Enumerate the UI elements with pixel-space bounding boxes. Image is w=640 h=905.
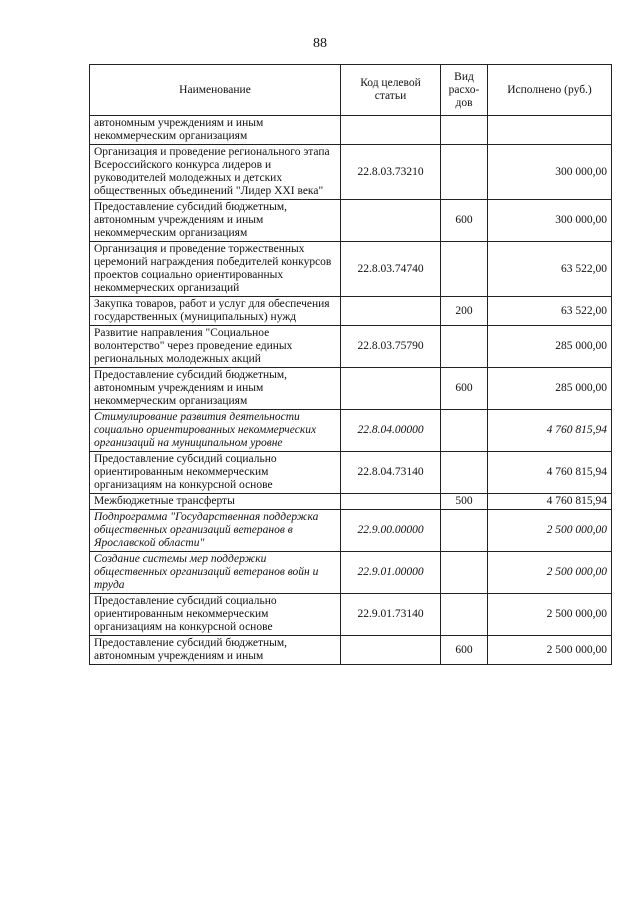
table-row <box>90 636 612 665</box>
budget-table <box>89 64 612 665</box>
cell-code: 22.8.03.75790 <box>341 326 441 368</box>
header-type: Вид расхо-дов <box>441 65 488 116</box>
page-number: 88 <box>313 36 327 51</box>
cell-name: Стимулирование развития деятельности социально ориентированных некоммерческих организаций на муниципальном уровне <box>90 410 341 452</box>
cell-sum: 300 000,00 <box>488 145 612 200</box>
cell-sum <box>488 116 612 145</box>
cell-type <box>441 242 488 297</box>
cell-sum: 4 760 815,94 <box>488 452 612 494</box>
cell-sum: 4 760 815,94 <box>488 410 612 452</box>
cell-code: 22.8.04.00000 <box>341 410 441 452</box>
table-row <box>90 116 612 145</box>
table-header-row <box>90 65 612 116</box>
cell-name: Предоставление субсидий бюджетным, автономным учреждениям и иным некоммерческим организациям <box>90 368 341 410</box>
cell-code <box>341 297 441 326</box>
cell-name: Предоставление субсидий социально ориентированным некоммерческим организациям на конкурсной основе <box>90 452 341 494</box>
cell-name: Развитие направления "Социальное волонтерство" через проведение единых региональных молодежных акций <box>90 326 341 368</box>
cell-type <box>441 116 488 145</box>
cell-type: 200 <box>441 297 488 326</box>
cell-sum: 2 500 000,00 <box>488 636 612 665</box>
cell-name: Организация и проведение торжественных церемоний награждения победителей конкурсов проектов социально ориентированных некоммерческих организаций <box>90 242 341 297</box>
cell-code <box>341 116 441 145</box>
cell-code <box>341 200 441 242</box>
table-row <box>90 145 612 200</box>
cell-sum: 2 500 000,00 <box>488 594 612 636</box>
cell-sum: 63 522,00 <box>488 297 612 326</box>
cell-name: Закупка товаров, работ и услуг для обеспечения государственных (муниципальных) нужд <box>90 297 341 326</box>
table-row <box>90 552 612 594</box>
cell-name: Межбюджетные трансферты <box>90 494 341 510</box>
cell-type <box>441 145 488 200</box>
cell-name: автономным учреждениям и иным некоммерческим организациям <box>90 116 341 145</box>
cell-code: 22.9.01.73140 <box>341 594 441 636</box>
table-row <box>90 242 612 297</box>
table-row <box>90 326 612 368</box>
cell-code: 22.9.01.00000 <box>341 552 441 594</box>
cell-type <box>441 594 488 636</box>
header-code: Код целевой статьи <box>341 65 441 116</box>
cell-code: 22.8.03.73210 <box>341 145 441 200</box>
cell-type <box>441 326 488 368</box>
header-name: Наименование <box>90 65 341 116</box>
cell-type: 600 <box>441 368 488 410</box>
table-row <box>90 494 612 510</box>
cell-sum: 2 500 000,00 <box>488 510 612 552</box>
table-row <box>90 410 612 452</box>
table-row <box>90 594 612 636</box>
cell-code: 22.8.04.73140 <box>341 452 441 494</box>
cell-sum: 300 000,00 <box>488 200 612 242</box>
cell-name: Организация и проведение регионального этапа Всероссийского конкурса лидеров и руководителей молодежных и детских общественных объединений "Лидер XXI века" <box>90 145 341 200</box>
cell-name: Создание системы мер поддержки общественных организаций ветеранов войн и труда <box>90 552 341 594</box>
cell-name: Подпрограмма "Государственная поддержка общественных организаций ветеранов в Ярославской области" <box>90 510 341 552</box>
cell-sum: 2 500 000,00 <box>488 552 612 594</box>
cell-code <box>341 494 441 510</box>
cell-sum: 63 522,00 <box>488 242 612 297</box>
table-row <box>90 200 612 242</box>
cell-name: Предоставление субсидий социально ориентированным некоммерческим организациям на конкурсной основе <box>90 594 341 636</box>
cell-type: 600 <box>441 200 488 242</box>
cell-code <box>341 636 441 665</box>
cell-code: 22.8.03.74740 <box>341 242 441 297</box>
header-sum: Исполнено (руб.) <box>488 65 612 116</box>
cell-sum: 285 000,00 <box>488 326 612 368</box>
cell-sum: 285 000,00 <box>488 368 612 410</box>
cell-type <box>441 452 488 494</box>
cell-type: 600 <box>441 636 488 665</box>
cell-name: Предоставление субсидий бюджетным, автономным учреждениям и иным некоммерческим организациям <box>90 200 341 242</box>
cell-name: Предоставление субсидий бюджетным, автономным учреждениям и иным <box>90 636 341 665</box>
cell-type: 500 <box>441 494 488 510</box>
table-row <box>90 510 612 552</box>
cell-type <box>441 410 488 452</box>
cell-type <box>441 552 488 594</box>
cell-code <box>341 368 441 410</box>
table-row <box>90 452 612 494</box>
table-row <box>90 368 612 410</box>
cell-code: 22.9.00.00000 <box>341 510 441 552</box>
cell-sum: 4 760 815,94 <box>488 494 612 510</box>
cell-type <box>441 510 488 552</box>
table-row <box>90 297 612 326</box>
